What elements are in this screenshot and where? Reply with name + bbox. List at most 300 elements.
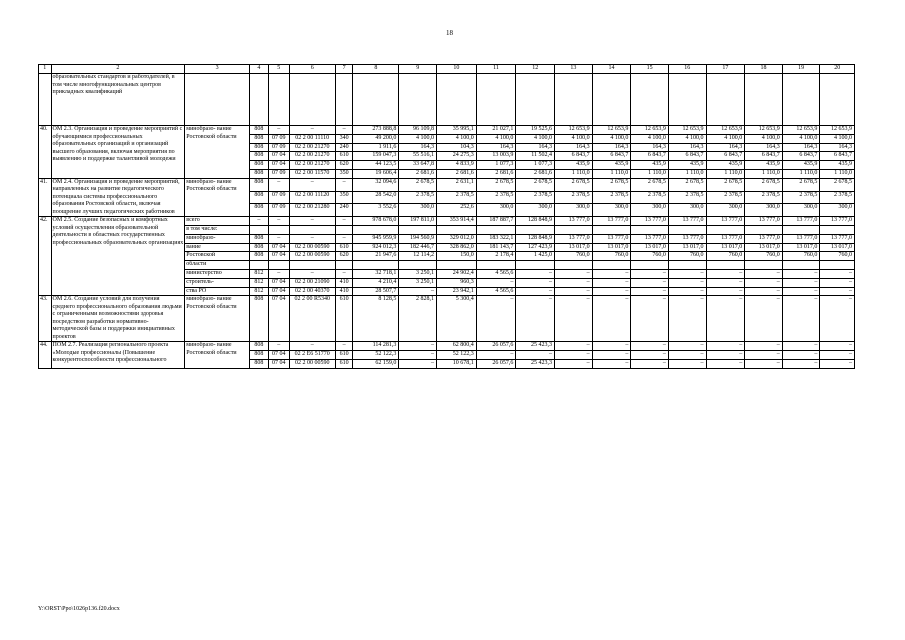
table-cell [706, 74, 745, 126]
table-cell: 194 560,9 [399, 234, 437, 243]
table-cell: 2 678,5 [782, 178, 820, 191]
table-cell: – [289, 126, 335, 135]
table-cell: 62 159,0 [353, 360, 399, 369]
table-cell: 13 777,0 [555, 234, 593, 243]
table-cell: – [592, 351, 631, 360]
table-cell: 6 843,7 [592, 152, 631, 161]
table-cell: 6 843,7 [745, 152, 783, 161]
table-cell: 808 [250, 134, 269, 143]
table-cell [782, 226, 820, 235]
table-cell: 2 678,5 [476, 178, 516, 191]
table-cell: 07 04 [268, 243, 289, 252]
table-cell: 07 09 [268, 134, 289, 143]
table-cell: 240 [335, 143, 353, 152]
table-cell: 2 378,5 [437, 191, 477, 204]
table-cell: 2 378,5 [668, 191, 706, 204]
executor: минобразо- вание Ростовской области [185, 178, 250, 217]
table-cell: 12 653,9 [706, 126, 745, 135]
table-cell: 435,9 [555, 161, 593, 170]
row-number: 41. [39, 178, 52, 217]
row-number [39, 74, 52, 126]
table-cell: 4 100,0 [592, 134, 631, 143]
table-cell: 760,0 [555, 252, 593, 261]
table-cell: 150,0 [437, 252, 477, 261]
table-cell: 1 077,3 [476, 161, 516, 170]
table-cell: 164,3 [631, 143, 669, 152]
table-cell: – [745, 296, 783, 342]
table-cell [706, 226, 745, 235]
table-cell: 07 04 [268, 252, 289, 261]
table-cell [289, 226, 335, 235]
table-cell: 02 2 00 40370 [289, 287, 335, 296]
table-cell: 164,3 [782, 143, 820, 152]
table-cell: 52 122,3 [353, 351, 399, 360]
executor: строитель- [185, 278, 250, 287]
table-cell: – [631, 287, 669, 296]
table-cell: 128 848,9 [516, 234, 555, 243]
table-cell: 12 653,9 [631, 126, 669, 135]
table-cell: 183 322,1 [476, 234, 516, 243]
table-cell: 1 110,0 [668, 169, 706, 178]
table-cell: – [268, 126, 289, 135]
table-cell [353, 74, 399, 126]
table-cell: 760,0 [706, 252, 745, 261]
table-cell: – [268, 342, 289, 351]
table-cell: 159 047,3 [353, 152, 399, 161]
table-cell: 435,9 [782, 161, 820, 170]
table-cell: 808 [250, 351, 269, 360]
table-cell: 410 [335, 278, 353, 287]
measure-description: ОМ 2.3. Организация и проведение мероприятий с обучающимися профессиональных образовательных организаций и организаций высшего образования, включая мероприятия по выявлению и поддержке талантливой молодежи [51, 126, 185, 179]
table-cell: 2 678,5 [820, 178, 855, 191]
table-cell: 300,0 [706, 204, 745, 217]
column-number: 20 [820, 65, 855, 74]
table-cell: 02 2 00 21090 [289, 278, 335, 287]
table-cell: 808 [250, 204, 269, 217]
table-cell: 760,0 [820, 252, 855, 261]
table-cell: 13 777,0 [555, 217, 593, 226]
table-cell: 300,0 [782, 204, 820, 217]
table-cell [631, 226, 669, 235]
table-cell: – [335, 126, 353, 135]
table-cell: 4 565,6 [476, 287, 516, 296]
executor: в том числе: [185, 226, 250, 235]
table-cell: – [476, 278, 516, 287]
measure-description: ПОМ 2.7. Реализация регионального проекта «Молодые профессионалы (Повышение конкурентоспособности профессионального [51, 342, 185, 368]
table-cell [745, 74, 783, 126]
table-cell: 808 [250, 243, 269, 252]
table-cell: 2 678,5 [399, 178, 437, 191]
table-cell: 328 862,0 [437, 243, 477, 252]
table-cell: 4 100,0 [782, 134, 820, 143]
table-cell: 4 100,0 [631, 134, 669, 143]
table-cell: 350 [335, 191, 353, 204]
table-cell [268, 226, 289, 235]
table-cell: 127 423,9 [516, 243, 555, 252]
table-cell: 07 04 [268, 296, 289, 342]
table-cell: 808 [250, 169, 269, 178]
table-cell: 13 777,0 [592, 217, 631, 226]
table-cell: 02 2 00 11120 [289, 191, 335, 204]
table-cell [250, 74, 269, 126]
table-cell: 07 09 [268, 143, 289, 152]
table-cell: 12 653,9 [745, 126, 783, 135]
table-cell: 07 09 [268, 169, 289, 178]
table-cell: 978 678,0 [353, 217, 399, 226]
table-cell: 4 833,9 [437, 161, 477, 170]
column-number: 18 [745, 65, 783, 74]
table-cell: 02 2 00 21270 [289, 143, 335, 152]
table-cell [399, 261, 437, 270]
table-cell: 23 942,1 [437, 287, 477, 296]
table-cell [289, 74, 335, 126]
table-cell: 62 800,4 [437, 342, 477, 351]
column-number: 10 [437, 65, 477, 74]
column-number: 15 [631, 65, 669, 74]
table-cell: 96 109,8 [399, 126, 437, 135]
table-cell [820, 74, 855, 126]
table-cell: 12 653,9 [820, 126, 855, 135]
table-cell: 300,0 [745, 204, 783, 217]
table-cell: 164,3 [592, 143, 631, 152]
table-cell: – [668, 296, 706, 342]
table-cell: 4 100,0 [399, 134, 437, 143]
table-cell: 924 012,3 [353, 243, 399, 252]
table-cell: 33 647,8 [399, 161, 437, 170]
table-cell [289, 261, 335, 270]
table-cell: 164,3 [516, 143, 555, 152]
table-cell: 02 2 00 21270 [289, 161, 335, 170]
table-cell: 02 2 00 00590 [289, 252, 335, 261]
table-cell: – [706, 351, 745, 360]
executor: Ростовской [185, 252, 250, 261]
table-cell: 164,3 [668, 143, 706, 152]
table-cell: 13 777,0 [820, 234, 855, 243]
table-cell: 52 122,3 [437, 351, 477, 360]
table-cell: 104,3 [437, 143, 477, 152]
table-cell: 1 110,0 [706, 169, 745, 178]
table-cell: 26 057,6 [476, 360, 516, 369]
table-cell: – [268, 217, 289, 226]
table-cell: 1 425,0 [516, 252, 555, 261]
table-cell: 13 017,0 [782, 243, 820, 252]
table-cell: 4 100,0 [516, 134, 555, 143]
table-cell: 4 210,4 [353, 278, 399, 287]
table-cell: – [706, 270, 745, 279]
table-cell: – [335, 217, 353, 226]
table-cell: 13 777,0 [745, 234, 783, 243]
table-cell: 19 525,6 [516, 126, 555, 135]
table-cell: 13 777,0 [820, 217, 855, 226]
table-cell: 24 902,4 [437, 270, 477, 279]
table-cell: 2 378,5 [476, 191, 516, 204]
table-cell: 3 552,6 [353, 204, 399, 217]
table-cell: – [820, 287, 855, 296]
table-cell: 1 110,0 [820, 169, 855, 178]
table-cell: 07 04 [268, 152, 289, 161]
table-cell: 02 2 00 21270 [289, 152, 335, 161]
table-cell: 808 [250, 178, 269, 191]
table-cell: 960,3 [437, 278, 477, 287]
table-cell: 2 678,5 [555, 178, 593, 191]
table-cell: 2 378,5 [516, 191, 555, 204]
table-cell: 2 631,1 [437, 178, 477, 191]
table-cell [399, 226, 437, 235]
table-cell [782, 261, 820, 270]
table-cell: 329 012,0 [437, 234, 477, 243]
table-cell: 808 [250, 143, 269, 152]
table-row [39, 178, 855, 191]
table-cell: 252,6 [437, 204, 477, 217]
table-cell: 808 [250, 191, 269, 204]
table-cell: – [555, 360, 593, 369]
table-cell: 2 378,5 [399, 191, 437, 204]
table-cell: 300,0 [555, 204, 593, 217]
table-cell: 4 100,0 [555, 134, 593, 143]
table-cell: 2 828,1 [399, 296, 437, 342]
table-cell: 808 [250, 342, 269, 351]
table-cell: – [335, 270, 353, 279]
table-cell: 28 507,7 [353, 287, 399, 296]
table-cell: 2 678,5 [631, 178, 669, 191]
column-number: 16 [668, 65, 706, 74]
column-number: 14 [592, 65, 631, 74]
table-cell: 13 017,0 [555, 243, 593, 252]
table-cell: 300,0 [668, 204, 706, 217]
table-cell: 12 653,9 [668, 126, 706, 135]
table-cell: 02 2 00 00590 [289, 360, 335, 369]
table-cell: 26 057,6 [476, 342, 516, 351]
table-cell: 1 110,0 [745, 169, 783, 178]
executor: минобразо- вание Ростовской области [185, 342, 250, 368]
table-cell: 2 678,5 [706, 178, 745, 191]
table-row [39, 342, 855, 351]
column-number: 7 [335, 65, 353, 74]
table-cell [668, 74, 706, 126]
table-row [39, 296, 855, 342]
table-cell [592, 226, 631, 235]
table-cell: – [592, 342, 631, 351]
executor: минобразо- вание Ростовской области [185, 126, 250, 179]
table-cell: 610 [335, 351, 353, 360]
table-cell [250, 261, 269, 270]
table-cell: 2 178,4 [476, 252, 516, 261]
table-cell: 6 843,7 [706, 152, 745, 161]
table-cell: 44 123,5 [353, 161, 399, 170]
table-cell: 808 [250, 161, 269, 170]
table-cell: 435,9 [592, 161, 631, 170]
table-cell: 13 017,0 [706, 243, 745, 252]
table-cell: 760,0 [745, 252, 783, 261]
table-cell: 760,0 [592, 252, 631, 261]
table-cell: 25 423,3 [516, 360, 555, 369]
table-cell: – [555, 270, 593, 279]
table-cell: 164,3 [399, 143, 437, 152]
table-cell: 610 [335, 152, 353, 161]
table-cell: – [516, 351, 555, 360]
table-cell: 4 100,0 [668, 134, 706, 143]
table-cell: 4 100,0 [745, 134, 783, 143]
table-cell [555, 74, 593, 126]
table-cell [592, 261, 631, 270]
table-cell: – [335, 178, 353, 191]
table-cell: 2 378,5 [592, 191, 631, 204]
budget-table [38, 64, 855, 369]
table-row [39, 126, 855, 135]
column-number: 6 [289, 65, 335, 74]
table-cell: – [555, 296, 593, 342]
table-cell: – [820, 351, 855, 360]
table-cell: 164,3 [555, 143, 593, 152]
table-cell [335, 226, 353, 235]
table-cell: – [289, 234, 335, 243]
table-row [39, 217, 855, 226]
table-cell: 13 017,0 [668, 243, 706, 252]
table-cell [335, 261, 353, 270]
table-cell: 1 110,0 [782, 169, 820, 178]
table-cell: – [592, 360, 631, 369]
table-cell: – [668, 351, 706, 360]
table-cell: – [399, 351, 437, 360]
table-cell: 1 077,3 [516, 161, 555, 170]
table-cell: – [668, 342, 706, 351]
table-cell: 13 777,0 [706, 234, 745, 243]
table-cell: 610 [335, 243, 353, 252]
table-cell: – [592, 270, 631, 279]
table-cell: – [592, 278, 631, 287]
table-cell: 13 777,0 [668, 234, 706, 243]
table-cell: 6 843,7 [668, 152, 706, 161]
table-cell: 13 777,0 [782, 234, 820, 243]
table-cell: 2 378,5 [820, 191, 855, 204]
column-number: 5 [268, 65, 289, 74]
table-cell: 02 2 00 00590 [289, 243, 335, 252]
table-cell: – [706, 360, 745, 369]
table-cell: – [668, 287, 706, 296]
table-cell: 6 843,7 [555, 152, 593, 161]
table-cell: – [289, 217, 335, 226]
table-cell: 21 027,1 [476, 126, 516, 135]
page-number: 18 [446, 29, 453, 37]
footer-path: Y:\ORST\Ppo\1026p136.f20.docx [38, 606, 120, 612]
table-cell: 435,9 [706, 161, 745, 170]
table-cell: 114 281,3 [353, 342, 399, 351]
table-cell: – [399, 287, 437, 296]
table-cell: 5 300,4 [437, 296, 477, 342]
row-number: 40. [39, 126, 52, 179]
column-number: 17 [706, 65, 745, 74]
table-cell: 610 [335, 360, 353, 369]
table-cell: 300,0 [399, 204, 437, 217]
table-cell: – [268, 234, 289, 243]
table-cell: 13 777,0 [782, 217, 820, 226]
table-cell: – [631, 360, 669, 369]
table-cell: 812 [250, 278, 269, 287]
executor: вание [185, 243, 250, 252]
table-cell: 760,0 [782, 252, 820, 261]
table-cell: 182 446,7 [399, 243, 437, 252]
table-cell: 07 04 [268, 360, 289, 369]
table-cell: 300,0 [476, 204, 516, 217]
table-cell [820, 226, 855, 235]
table-cell: 350 [335, 169, 353, 178]
table-cell: – [631, 342, 669, 351]
table-cell: – [516, 278, 555, 287]
table-cell: – [745, 360, 783, 369]
table-cell: 12 114,2 [399, 252, 437, 261]
table-cell: – [668, 270, 706, 279]
table-cell: 610 [335, 296, 353, 342]
table-cell: – [516, 287, 555, 296]
executor: области [185, 261, 250, 270]
table-cell [250, 226, 269, 235]
executor: министерство [185, 270, 250, 279]
table-cell: – [782, 296, 820, 342]
table-cell: 2 378,5 [631, 191, 669, 204]
table-cell: 620 [335, 252, 353, 261]
table-cell: – [782, 360, 820, 369]
table-cell: 2 678,5 [745, 178, 783, 191]
table-cell: 25 423,3 [516, 342, 555, 351]
table-cell: – [476, 296, 516, 342]
table-cell: – [289, 342, 335, 351]
table-cell: 1 110,0 [555, 169, 593, 178]
table-cell: – [706, 278, 745, 287]
table-cell: 13 777,0 [745, 217, 783, 226]
row-number: 44. [39, 342, 52, 368]
column-number: 19 [782, 65, 820, 74]
table-cell: 164,3 [745, 143, 783, 152]
table-cell [335, 74, 353, 126]
measure-description: образовательных стандартов и работодателей, в том числе многофункциональных центров прикладных квалификаций [51, 74, 185, 126]
row-number: 43. [39, 296, 52, 342]
table-cell: 35 995,1 [437, 126, 477, 135]
table-cell: 28 542,0 [353, 191, 399, 204]
table-cell: 2 678,5 [592, 178, 631, 191]
table-cell: 435,9 [668, 161, 706, 170]
table-cell: 760,0 [668, 252, 706, 261]
column-number: 2 [51, 65, 185, 74]
table-cell: 07 04 [268, 287, 289, 296]
table-cell: 4 100,0 [476, 134, 516, 143]
table-cell: – [631, 296, 669, 342]
column-number: 9 [399, 65, 437, 74]
table-cell: 13 017,0 [631, 243, 669, 252]
table-cell: – [555, 351, 593, 360]
table-cell: – [820, 360, 855, 369]
table-cell: 6 843,7 [631, 152, 669, 161]
table-cell: – [555, 278, 593, 287]
table-cell: 02 2 00 R5340 [289, 296, 335, 342]
header-row [39, 65, 855, 74]
table-cell: – [476, 351, 516, 360]
table-cell: 410 [335, 287, 353, 296]
table-cell: 300,0 [820, 204, 855, 217]
table-cell: – [782, 270, 820, 279]
table-cell: – [820, 278, 855, 287]
table-cell: 3 250,1 [399, 278, 437, 287]
table-cell: 21 947,6 [353, 252, 399, 261]
table-cell: 435,9 [631, 161, 669, 170]
table-cell: 55 516,1 [399, 152, 437, 161]
table-cell: 02 2 E6 51770 [289, 351, 335, 360]
table-cell: 760,0 [631, 252, 669, 261]
table-cell: 187 887,7 [476, 217, 516, 226]
measure-description: ОМ 2.5. Создание безопасных и комфортных условий осуществления образовательной деятельности в областных государственных профессиональных образовательных организациях [51, 217, 185, 296]
table-cell: – [250, 217, 269, 226]
table-row [39, 74, 855, 126]
table-cell: 2 681,6 [437, 169, 477, 178]
